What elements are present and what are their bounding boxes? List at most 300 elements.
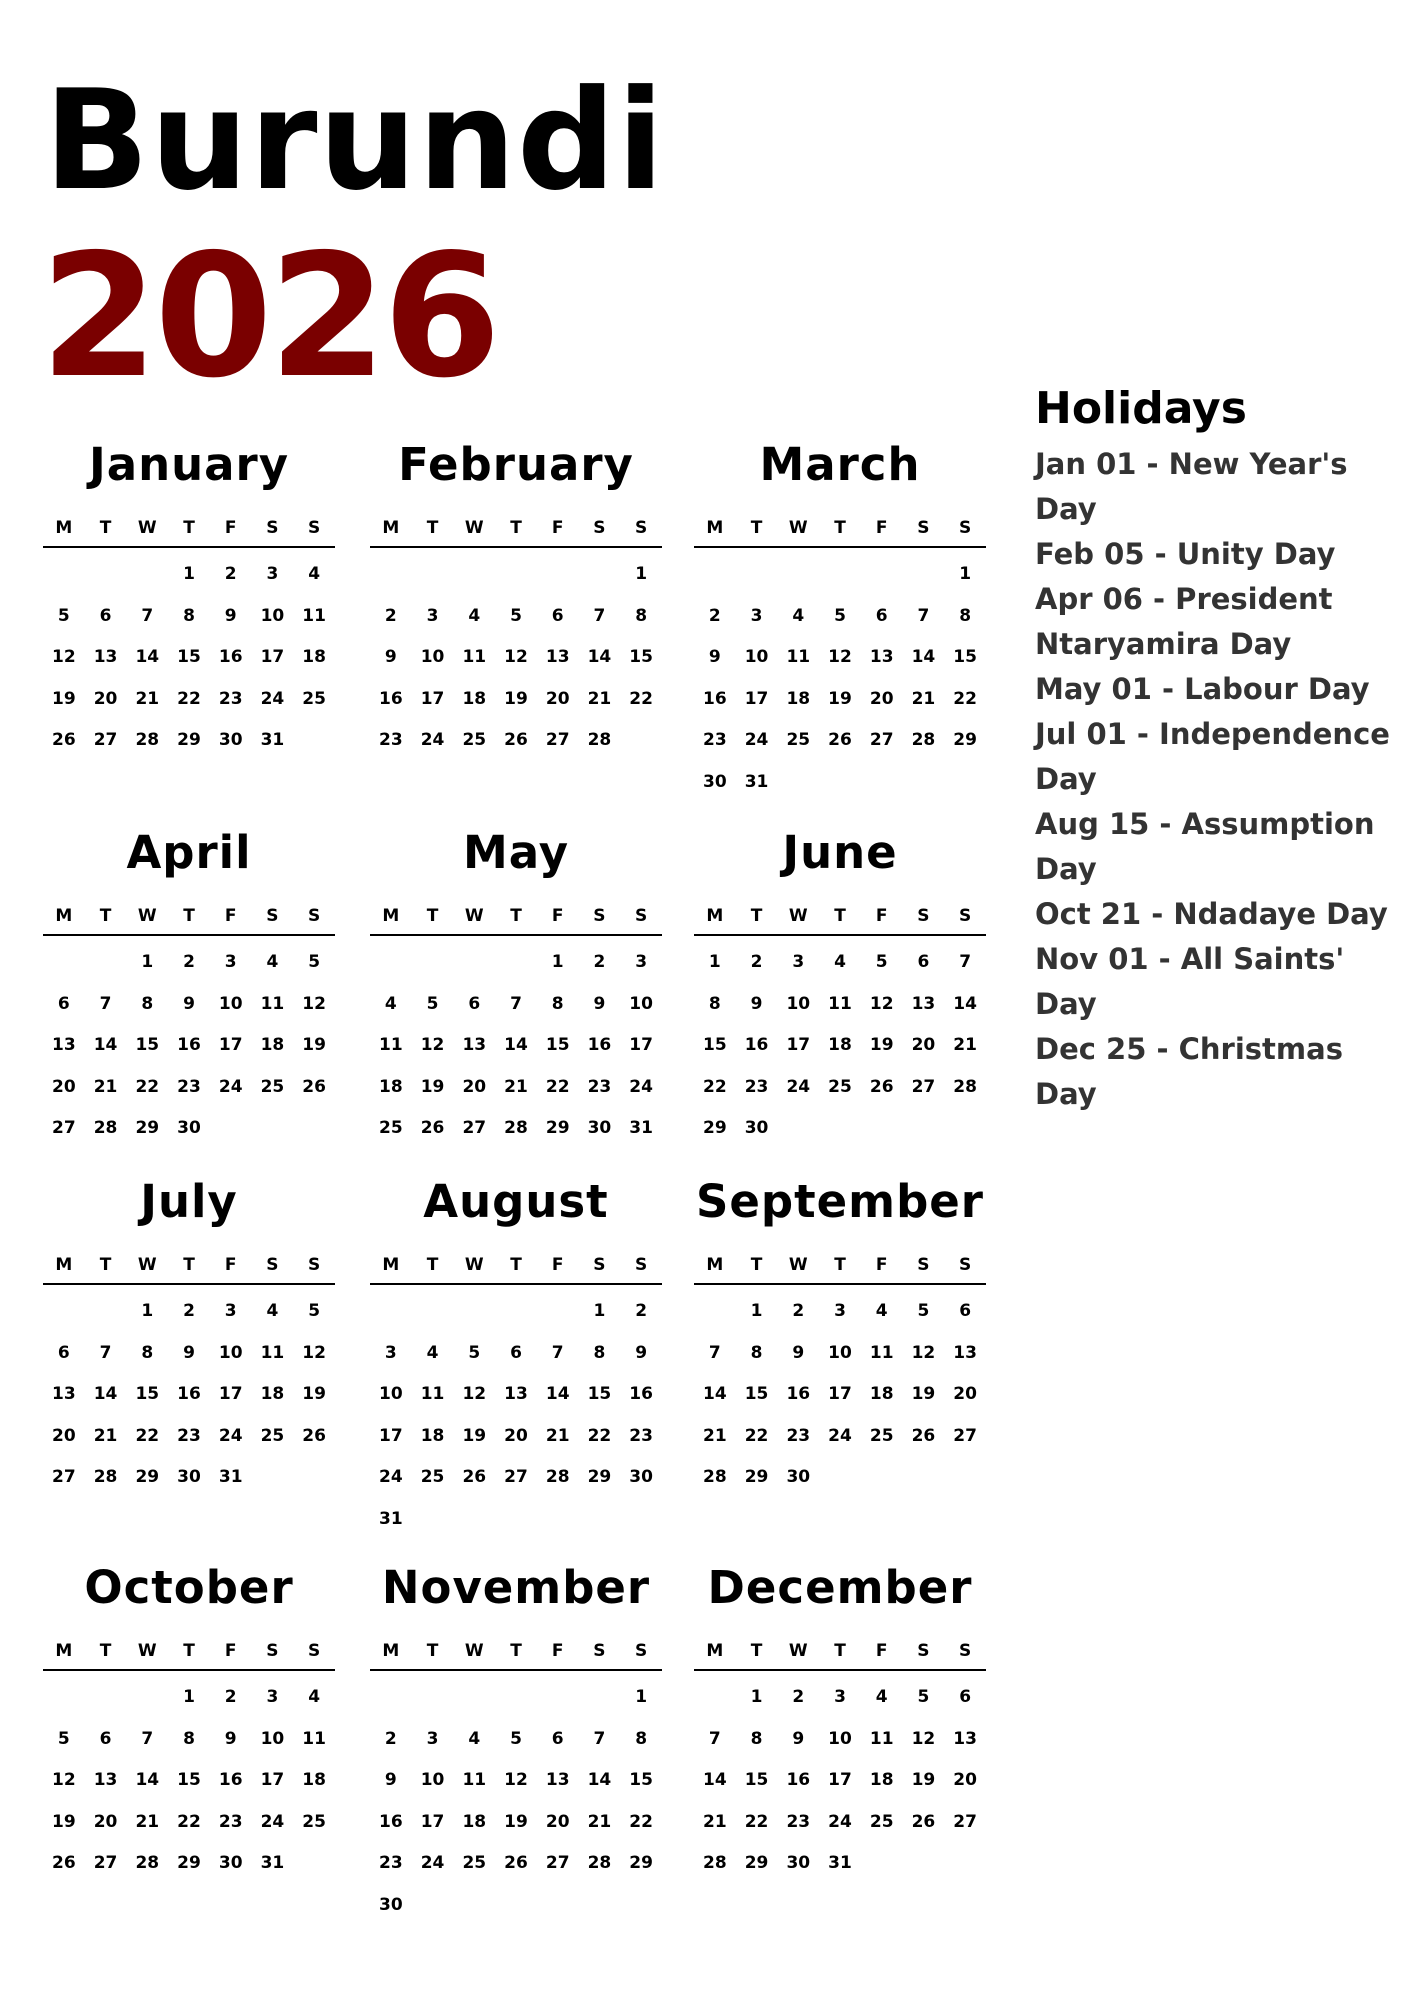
day-cell: 12 [302, 993, 326, 1014]
weekday-label: S [593, 518, 606, 538]
empty-day-cell [43, 942, 85, 984]
month-october [43, 1563, 335, 1885]
month-days-grid [694, 898, 986, 1150]
weekday-label: T [510, 1255, 522, 1275]
day-cell: 5 [917, 1687, 930, 1707]
day-cell: 16 [629, 1384, 653, 1404]
day-cell: 12 [911, 1342, 936, 1363]
day-cell: 14 [93, 1384, 118, 1404]
day-cell: 13 [52, 1035, 76, 1055]
weekday-label: W [788, 906, 808, 926]
day-cell: 13 [545, 647, 570, 667]
day-cell: 29 [629, 1853, 653, 1873]
day-cell: 24 [218, 1076, 243, 1097]
day-cell: 26 [869, 1076, 894, 1097]
day-cell: 24 [828, 1425, 852, 1446]
day-cell: 2 [593, 952, 606, 972]
day-cell: 17 [629, 1035, 653, 1055]
day-cell: 22 [744, 1425, 769, 1446]
empty-day-cell [126, 1677, 168, 1719]
day-cell: 1 [593, 1301, 606, 1321]
day-cell: 11 [420, 1384, 445, 1404]
day-cell: 8 [750, 1728, 763, 1749]
day-cell: 3 [834, 1687, 846, 1707]
day-cell: 12 [504, 1770, 528, 1790]
empty-day-cell [495, 942, 537, 984]
day-cell: 23 [703, 730, 727, 750]
day-cell: 30 [744, 1118, 769, 1138]
day-cell: 8 [959, 605, 972, 626]
month-name: June [782, 826, 898, 879]
day-cell: 2 [224, 564, 237, 584]
day-cell: 23 [786, 1425, 811, 1446]
day-cell: 5 [308, 1301, 321, 1321]
day-cell: 22 [703, 1076, 727, 1097]
day-cell: 8 [183, 1728, 195, 1749]
day-cell: 24 [420, 730, 445, 750]
weekday-label: F [224, 906, 237, 926]
day-cell: 10 [260, 1728, 285, 1749]
header-divider [43, 546, 335, 548]
day-cell: 2 [224, 1687, 237, 1707]
day-cell: 27 [953, 1811, 977, 1832]
day-cell: 26 [420, 1118, 445, 1138]
day-cell: 17 [828, 1384, 852, 1404]
month-days-grid [43, 1633, 335, 1885]
day-cell: 1 [141, 952, 154, 972]
day-cell: 6 [57, 993, 70, 1014]
day-cell: 13 [545, 1770, 570, 1790]
day-cell: 16 [177, 1384, 201, 1404]
weekday-label: T [510, 906, 522, 926]
month-name: November [381, 1561, 651, 1614]
day-cell: 10 [786, 993, 811, 1014]
month-name: September [696, 1175, 984, 1228]
weekday-label: T [99, 906, 112, 926]
weekday-label: M [55, 518, 73, 538]
day-cell: 25 [462, 730, 487, 750]
weekday-label: S [635, 1641, 648, 1661]
day-cell: 31 [744, 771, 769, 792]
weekday-label: M [706, 906, 724, 926]
holiday-item: Apr 06 - President Ntaryamira Day [1035, 582, 1333, 661]
weekday-label: S [959, 1255, 972, 1275]
day-cell: 14 [911, 647, 936, 667]
day-cell: 3 [224, 1301, 237, 1321]
day-cell: 13 [953, 1342, 977, 1363]
day-cell: 27 [545, 1853, 570, 1873]
weekday-label: W [464, 1641, 484, 1661]
day-cell: 3 [834, 1301, 846, 1321]
day-cell: 23 [218, 688, 243, 709]
day-cell: 3 [750, 605, 763, 626]
day-cell: 23 [629, 1425, 653, 1446]
day-cell: 6 [875, 605, 888, 626]
day-cell: 14 [93, 1035, 118, 1055]
month-days-grid [694, 1247, 986, 1499]
country-title: Burundi [44, 60, 666, 221]
day-cell: 8 [708, 993, 721, 1014]
weekday-label: T [183, 1255, 195, 1275]
day-cell: 20 [911, 1035, 936, 1055]
day-cell: 20 [93, 688, 118, 709]
weekday-label: M [382, 1255, 400, 1275]
day-cell: 26 [504, 730, 528, 750]
empty-day-cell [85, 1677, 127, 1719]
day-cell: 16 [177, 1035, 201, 1055]
day-cell: 6 [917, 952, 930, 972]
day-cell: 10 [828, 1342, 852, 1363]
weekday-label: S [959, 1641, 972, 1661]
day-cell: 15 [744, 1384, 769, 1404]
header-divider [694, 1283, 986, 1285]
day-cell: 1 [551, 952, 564, 972]
day-cell: 17 [744, 688, 769, 709]
weekday-label: T [426, 906, 439, 926]
day-cell: 24 [786, 1076, 811, 1097]
weekday-label: W [137, 518, 157, 538]
weekday-label: S [635, 518, 648, 538]
day-cell: 24 [218, 1425, 243, 1446]
header-divider [694, 1669, 986, 1671]
weekday-label: T [510, 1641, 522, 1661]
day-cell: 23 [177, 1425, 201, 1446]
day-cell: 22 [545, 1076, 570, 1097]
day-cell: 12 [420, 1035, 445, 1055]
day-cell: 20 [52, 1076, 76, 1097]
day-cell: 13 [953, 1728, 977, 1749]
day-cell: 4 [875, 1301, 888, 1321]
day-cell: 16 [744, 1035, 769, 1055]
month-days-grid [43, 510, 335, 762]
weekday-label: F [224, 1255, 237, 1275]
day-cell: 21 [703, 1811, 727, 1832]
weekday-label: F [551, 906, 564, 926]
day-cell: 3 [426, 605, 439, 626]
day-cell: 3 [266, 564, 279, 584]
day-cell: 28 [135, 1853, 160, 1873]
day-cell: 19 [52, 1811, 76, 1832]
day-cell: 4 [875, 1687, 888, 1707]
month-july [43, 1177, 335, 1499]
day-cell: 24 [629, 1076, 653, 1097]
weekday-label: S [266, 1255, 279, 1275]
day-cell: 29 [545, 1118, 570, 1138]
day-cell: 5 [468, 1342, 481, 1363]
empty-day-cell [126, 554, 168, 596]
day-cell: 30 [786, 1467, 811, 1487]
day-cell: 30 [587, 1118, 612, 1138]
day-cell: 1 [141, 1301, 154, 1321]
day-cell: 11 [462, 1770, 487, 1790]
day-cell: 30 [177, 1467, 201, 1487]
month-days-grid [694, 510, 986, 803]
day-cell: 5 [510, 1728, 522, 1749]
day-cell: 19 [302, 1035, 326, 1055]
weekday-label: S [917, 518, 930, 538]
day-cell: 26 [52, 1853, 76, 1873]
day-cell: 17 [828, 1770, 852, 1790]
day-cell: 10 [629, 993, 653, 1014]
day-cell: 25 [462, 1853, 487, 1873]
day-cell: 28 [93, 1467, 118, 1487]
day-cell: 27 [52, 1118, 76, 1138]
day-cell: 4 [266, 1301, 279, 1321]
day-cell: 27 [52, 1467, 76, 1487]
day-cell: 7 [593, 605, 606, 626]
day-cell: 18 [462, 1811, 487, 1832]
weekday-label: S [635, 1255, 648, 1275]
empty-day-cell [819, 554, 861, 596]
day-cell: 19 [504, 1811, 528, 1832]
day-cell: 8 [635, 1728, 648, 1749]
day-cell: 13 [52, 1384, 76, 1404]
weekday-label: F [551, 518, 564, 538]
day-cell: 9 [708, 647, 721, 667]
day-cell: 7 [959, 952, 972, 972]
day-cell: 2 [384, 1728, 397, 1749]
day-cell: 26 [911, 1425, 936, 1446]
month-november [370, 1563, 662, 1926]
day-cell: 12 [869, 993, 894, 1014]
day-cell: 17 [379, 1425, 403, 1446]
day-cell: 14 [703, 1384, 727, 1404]
weekday-label: T [834, 1641, 846, 1661]
day-cell: 28 [911, 730, 936, 750]
month-name: May [462, 826, 570, 879]
day-cell: 7 [708, 1728, 721, 1749]
empty-day-cell [453, 942, 495, 984]
day-cell: 6 [510, 1342, 522, 1363]
day-cell: 26 [52, 730, 76, 750]
day-cell: 25 [869, 1811, 894, 1832]
day-cell: 19 [911, 1384, 936, 1404]
weekday-label: S [959, 518, 972, 538]
day-cell: 13 [869, 647, 894, 667]
day-cell: 7 [99, 993, 112, 1014]
day-cell: 25 [420, 1467, 445, 1487]
day-cell: 14 [587, 1770, 612, 1790]
empty-day-cell [903, 554, 945, 596]
day-cell: 19 [504, 688, 528, 709]
weekday-label: W [137, 906, 157, 926]
weekday-label: T [834, 1255, 846, 1275]
day-cell: 15 [629, 1770, 653, 1790]
day-cell: 2 [750, 952, 763, 972]
empty-day-cell [370, 554, 412, 596]
weekday-label: S [266, 906, 279, 926]
day-cell: 18 [869, 1384, 894, 1404]
day-cell: 6 [551, 605, 564, 626]
day-cell: 29 [744, 1467, 769, 1487]
header-divider [694, 546, 986, 548]
day-cell: 10 [420, 1770, 445, 1790]
day-cell: 29 [177, 730, 201, 750]
day-cell: 27 [504, 1467, 528, 1487]
weekday-label: M [706, 518, 724, 538]
day-cell: 26 [462, 1467, 487, 1487]
day-cell: 9 [224, 605, 237, 626]
day-cell: 15 [135, 1384, 160, 1404]
day-cell: 23 [218, 1811, 243, 1832]
day-cell: 4 [308, 1687, 321, 1707]
day-cell: 10 [420, 647, 445, 667]
empty-day-cell [85, 1291, 127, 1333]
day-cell: 16 [379, 1811, 403, 1832]
day-cell: 20 [545, 1811, 570, 1832]
day-cell: 21 [587, 688, 612, 709]
day-cell: 4 [468, 605, 481, 626]
day-cell: 28 [703, 1467, 727, 1487]
day-cell: 16 [786, 1384, 811, 1404]
day-cell: 9 [224, 1728, 237, 1749]
header-divider [370, 546, 662, 548]
day-cell: 30 [629, 1467, 653, 1487]
month-name: March [759, 438, 921, 491]
day-cell: 6 [959, 1301, 972, 1321]
day-cell: 18 [302, 647, 326, 667]
empty-day-cell [579, 1677, 621, 1719]
day-cell: 7 [551, 1342, 564, 1363]
weekday-label: T [183, 518, 195, 538]
day-cell: 22 [587, 1425, 612, 1446]
day-cell: 7 [917, 605, 930, 626]
day-cell: 13 [462, 1035, 487, 1055]
day-cell: 25 [302, 688, 326, 709]
day-cell: 29 [135, 1467, 160, 1487]
day-cell: 1 [635, 564, 648, 584]
day-cell: 10 [828, 1728, 852, 1749]
empty-day-cell [537, 1291, 579, 1333]
day-cell: 17 [218, 1384, 243, 1404]
weekday-label: W [464, 518, 484, 538]
month-days-grid [694, 1633, 986, 1885]
day-cell: 8 [183, 605, 195, 626]
day-cell: 31 [629, 1118, 653, 1138]
day-cell: 27 [93, 1853, 118, 1873]
day-cell: 4 [308, 564, 321, 584]
day-cell: 2 [183, 1301, 195, 1321]
day-cell: 2 [183, 952, 195, 972]
day-cell: 22 [177, 688, 201, 709]
weekday-label: T [834, 518, 846, 538]
day-cell: 6 [551, 1728, 564, 1749]
day-cell: 24 [828, 1811, 852, 1832]
day-cell: 10 [218, 993, 243, 1014]
weekday-label: S [593, 906, 606, 926]
weekday-label: F [224, 1641, 237, 1661]
day-cell: 4 [468, 1728, 481, 1749]
day-cell: 25 [260, 1076, 285, 1097]
day-cell: 2 [792, 1301, 805, 1321]
day-cell: 1 [708, 952, 721, 972]
day-cell: 27 [93, 730, 118, 750]
day-cell: 24 [260, 1811, 285, 1832]
day-cell: 11 [869, 1728, 894, 1749]
month-march [694, 440, 986, 803]
weekday-label: W [788, 1255, 808, 1275]
day-cell: 8 [551, 993, 564, 1014]
weekday-label: T [99, 518, 112, 538]
weekday-label: W [137, 1641, 157, 1661]
day-cell: 8 [141, 1342, 154, 1363]
day-cell: 9 [384, 647, 397, 667]
weekday-label: T [750, 1255, 763, 1275]
day-cell: 10 [260, 605, 285, 626]
day-cell: 6 [57, 1342, 70, 1363]
weekday-label: S [917, 1641, 930, 1661]
day-cell: 15 [744, 1770, 769, 1790]
month-name: October [84, 1561, 294, 1614]
day-cell: 5 [57, 1728, 70, 1749]
day-cell: 2 [384, 605, 397, 626]
day-cell: 21 [135, 688, 160, 709]
day-cell: 9 [635, 1342, 648, 1363]
empty-day-cell [453, 554, 495, 596]
day-cell: 22 [177, 1811, 201, 1832]
empty-day-cell [412, 942, 454, 984]
day-cell: 6 [99, 605, 112, 626]
month-days-grid [43, 898, 335, 1150]
day-cell: 19 [869, 1035, 894, 1055]
day-cell: 15 [629, 647, 653, 667]
day-cell: 27 [545, 730, 570, 750]
day-cell: 21 [93, 1076, 118, 1097]
holiday-item: Oct 21 - Ndadaye Day [1035, 897, 1388, 931]
weekday-label: W [464, 906, 484, 926]
day-cell: 25 [869, 1425, 894, 1446]
day-cell: 11 [260, 1342, 285, 1363]
day-cell: 3 [635, 952, 648, 972]
holiday-item: Dec 25 - Christmas Day [1035, 1032, 1343, 1111]
weekday-label: F [875, 518, 888, 538]
day-cell: 5 [308, 952, 321, 972]
day-cell: 16 [786, 1770, 811, 1790]
day-cell: 14 [135, 647, 160, 667]
day-cell: 14 [953, 993, 977, 1014]
day-cell: 17 [218, 1035, 243, 1055]
day-cell: 3 [224, 952, 237, 972]
day-cell: 8 [593, 1342, 606, 1363]
day-cell: 12 [504, 647, 528, 667]
empty-day-cell [694, 1291, 736, 1333]
day-cell: 20 [462, 1076, 487, 1097]
weekday-label: T [183, 1641, 195, 1661]
month-name: February [398, 438, 634, 491]
day-cell: 18 [302, 1770, 326, 1790]
weekday-label: M [706, 1255, 724, 1275]
day-cell: 13 [93, 1770, 118, 1790]
day-cell: 26 [911, 1811, 936, 1832]
weekday-label: W [464, 1255, 484, 1275]
day-cell: 9 [183, 1342, 195, 1363]
weekday-label: S [959, 906, 972, 926]
day-cell: 2 [708, 605, 721, 626]
day-cell: 27 [953, 1425, 977, 1446]
day-cell: 16 [218, 1770, 243, 1790]
header-divider [694, 934, 986, 936]
month-days-grid [43, 1247, 335, 1499]
month-name: August [423, 1175, 609, 1228]
day-cell: 25 [379, 1118, 403, 1138]
weekday-label: M [55, 906, 73, 926]
weekday-label: F [875, 1255, 888, 1275]
day-cell: 17 [260, 1770, 285, 1790]
day-cell: 21 [545, 1425, 570, 1446]
day-cell: 11 [302, 1728, 326, 1749]
empty-day-cell [694, 554, 736, 596]
day-cell: 31 [218, 1467, 243, 1487]
